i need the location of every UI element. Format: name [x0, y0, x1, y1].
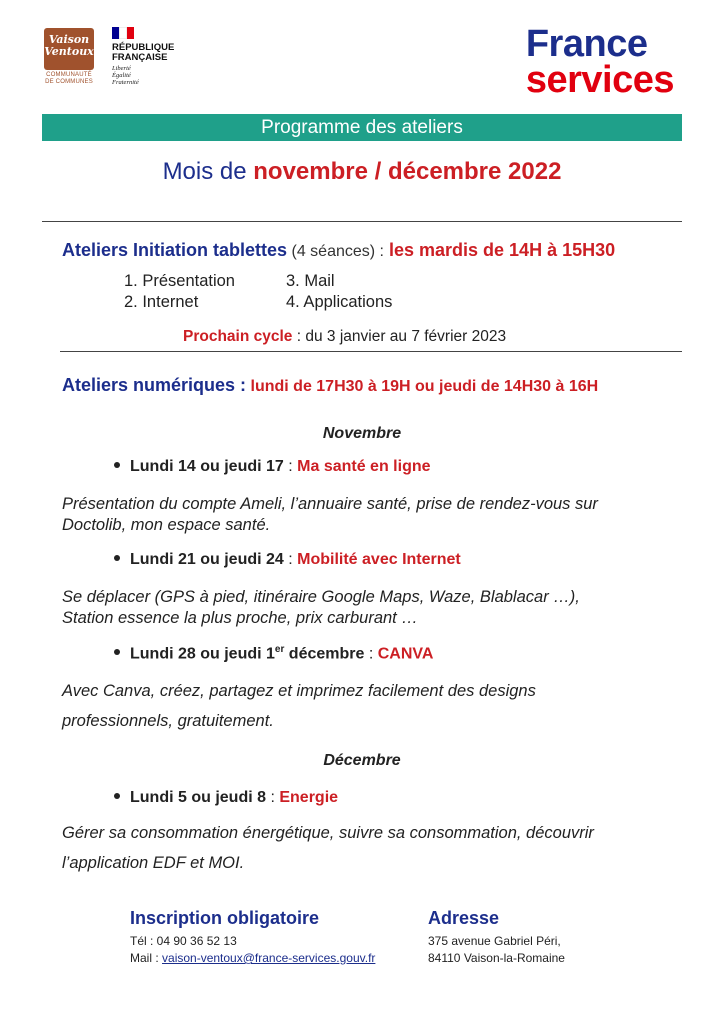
workshop-name: CANVA — [377, 645, 434, 663]
bullet-icon — [114, 793, 120, 799]
republique-title-line2: FRANÇAISE — [112, 52, 168, 63]
tablettes-title: Ateliers Initiation tablettes — [62, 240, 288, 260]
numeriques-heading — [62, 375, 598, 396]
workshop-description-line: Doctolib, mon espace santé. — [62, 516, 271, 534]
workshop-description — [62, 818, 594, 878]
tablettes-sessions: (4 séances) : — [287, 243, 384, 260]
workshop-description — [62, 494, 598, 536]
adresse-line1: 375 avenue Gabriel Péri, — [428, 934, 561, 948]
republique-title-line1: RÉPUBLIQUE — [112, 42, 175, 53]
workshop-date: Lundi 28 ou jeudi 1 — [130, 645, 275, 663]
vaison-logo-sub1: COMMUNAUTÉ — [46, 72, 92, 78]
vaison-ventoux-logo-mark — [44, 28, 94, 70]
workshop-description-line: Se déplacer (GPS à pied, itinéraire Google Maps, Waze, Blablacar …), — [62, 588, 580, 606]
tablettes-list-right — [286, 271, 392, 313]
month-value: novembre / décembre 2022 — [253, 158, 562, 185]
month-prefix: Mois de — [162, 158, 254, 185]
mail-label: Mail : — [130, 951, 163, 965]
republique-motto — [112, 65, 202, 86]
workshop-colon: : — [266, 789, 280, 806]
divider-middle — [60, 351, 682, 352]
workshop-description — [62, 587, 580, 629]
workshop-colon: : — [283, 458, 298, 475]
list-item: 3. Mail — [286, 272, 335, 290]
numeriques-title: Ateliers numériques : — [62, 375, 247, 395]
divider-top — [42, 221, 682, 222]
list-item: 1. Présentation — [124, 272, 235, 290]
tablettes-heading — [62, 240, 702, 261]
tablettes-schedule: les mardis de 14H à 15H30 — [383, 240, 616, 260]
next-cycle-label: Prochain cycle — [183, 328, 293, 345]
republique-francaise-logo — [112, 27, 202, 93]
tablettes-list-left — [124, 271, 235, 313]
workshop-description-line: l’application EDF et MOI. — [62, 854, 245, 872]
inscription-mail — [130, 950, 375, 967]
list-item: 2. Internet — [124, 293, 199, 311]
workshop-name: Ma santé en ligne — [297, 458, 431, 475]
workshop-colon: : — [364, 645, 378, 663]
vaison-logo-sub2: DE COMMUNES — [45, 79, 93, 85]
france-services-logo — [525, 23, 674, 101]
list-item: 4. Applications — [286, 293, 393, 311]
workshop-date: Lundi 21 ou jeudi 24 — [130, 551, 284, 568]
republique-title — [112, 43, 202, 63]
adresse-title: Adresse — [428, 908, 500, 928]
workshop-description — [62, 676, 536, 736]
vaison-logo-subtitle — [44, 72, 94, 86]
workshop-colon: : — [283, 551, 298, 568]
december-label: Décembre — [323, 752, 401, 769]
inscription-phone: Tél : 04 90 36 52 13 — [130, 934, 237, 948]
workshop-date-superscript: er — [274, 644, 285, 655]
workshop-item — [114, 551, 461, 569]
workshop-name: Energie — [279, 789, 339, 806]
motto-egalite: Égalité — [112, 72, 131, 79]
workshop-item — [114, 458, 431, 476]
flag-icon — [112, 27, 134, 39]
vaison-logo-line1: Vaison — [48, 33, 90, 46]
france-services-line2: services — [525, 59, 674, 101]
workshop-item — [114, 644, 433, 663]
workshop-date: Lundi 14 ou jeudi 17 — [130, 458, 284, 475]
next-cycle — [183, 328, 506, 346]
inscription-title: Inscription obligatoire — [130, 908, 320, 928]
vaison-logo-line2: Ventoux — [44, 45, 94, 58]
november-label: Novembre — [322, 425, 402, 442]
workshop-item — [114, 789, 338, 807]
vaison-ventoux-logo — [44, 28, 94, 92]
bullet-icon — [114, 649, 120, 655]
workshop-description-line: Avec Canva, créez, partagez et imprimez facilement des designs — [62, 682, 536, 700]
workshop-description-line: professionnels, gratuitement. — [62, 712, 274, 730]
workshop-date-month: décembre — [284, 645, 365, 663]
france-services-line1: France — [525, 23, 648, 65]
motto-fraternite: Fraternité — [112, 79, 139, 86]
workshop-description-line: Gérer sa consommation énergétique, suivre sa consommation, découvrir — [62, 824, 594, 842]
inscription-block — [130, 908, 375, 967]
workshop-description-line: Station essence la plus proche, prix carburant … — [62, 609, 418, 627]
workshop-description-line: Présentation du compte Ameli, l’annuaire santé, prise de rendez-vous sur — [62, 495, 598, 513]
workshop-name: Mobilité avec Internet — [297, 551, 461, 568]
mail-link[interactable]: vaison-ventoux@france-services.gouv.fr — [162, 951, 376, 965]
workshop-date: Lundi 5 ou jeudi 8 — [130, 789, 266, 806]
banner-programme: Programme des ateliers — [42, 114, 682, 141]
month-heading — [0, 158, 724, 186]
adresse-block — [428, 908, 565, 967]
adresse-line2: 84110 Vaison-la-Romaine — [428, 951, 565, 965]
bullet-icon — [114, 462, 120, 468]
bullet-icon — [114, 555, 120, 561]
numeriques-schedule: lundi de 17H30 à 19H ou jeudi de 14H30 à 16H — [246, 378, 599, 395]
next-cycle-value: : du 3 janvier au 7 février 2023 — [292, 328, 507, 345]
motto-liberte: Liberté — [112, 65, 131, 72]
